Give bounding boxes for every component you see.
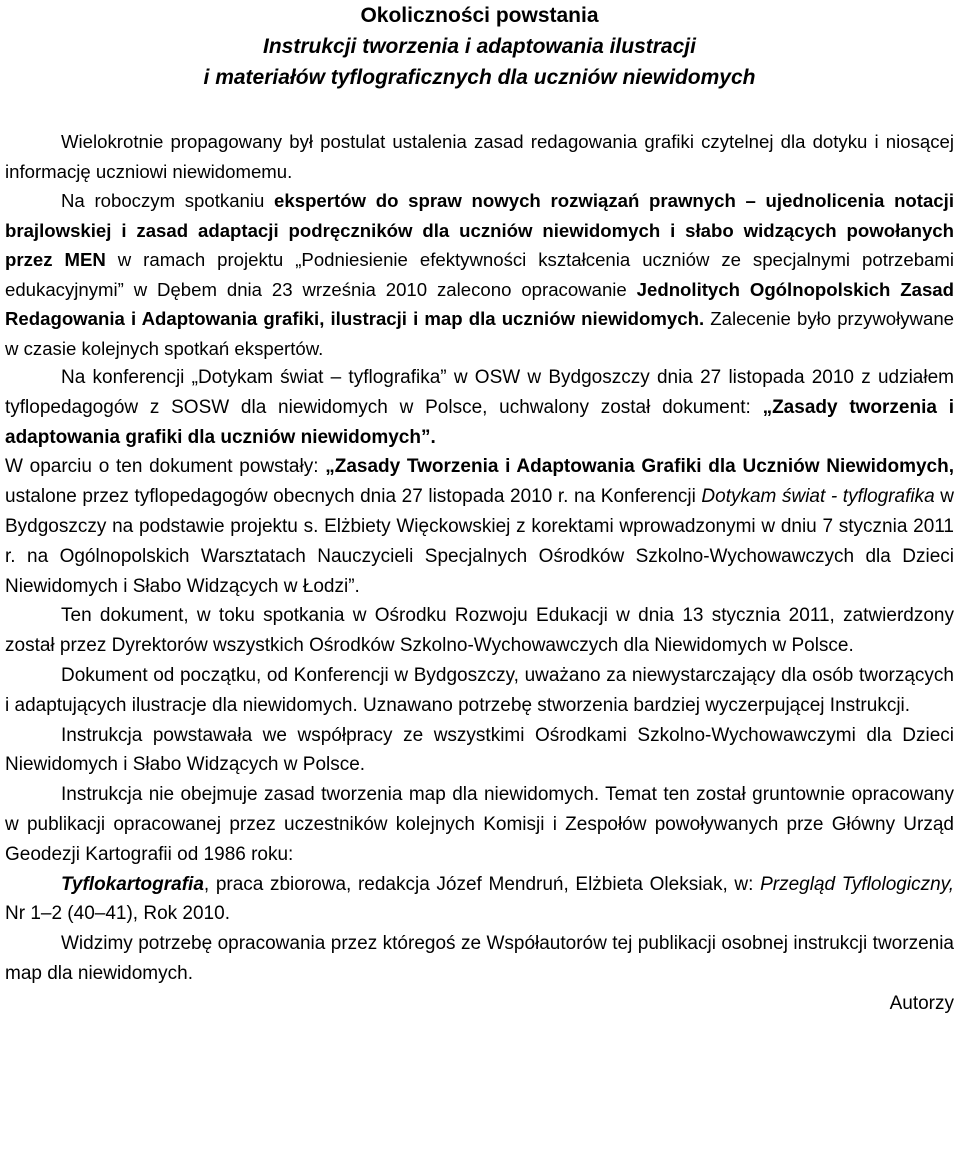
- title-line-2: Instrukcji tworzenia i adaptowania ilustracji: [263, 35, 696, 58]
- paragraph-1: Wielokrotnie propagowany był postulat ustalenia zasad redagowania grafiki czytelnej dla dotyku i niosącej informację uczniowi niewidomemu.: [5, 131, 954, 182]
- paragraph-9: [5, 870, 954, 930]
- signature: Autorzy: [889, 992, 954, 1014]
- p4-text-e: w Bydgoszczy na podstawie projektu s. Elżbiety Więckowskiej z korektami wprowadzonymi w dniu 7 stycznia 2011 r. na Ogólnopolskich Warsztatach Nauczycieli Specjalnych Ośrodków Szkolno-Wychowawczych dla Dzieci Niewidomych i Słabo Widzących w Łodzi”.: [5, 486, 954, 597]
- title-line-1: Okoliczności powstania: [360, 4, 599, 27]
- paragraph-4: [5, 452, 954, 601]
- p3-text-a: Na konferencji „Dotykam świat – tyflografika” w OSW w Bydgoszczy dnia 27 listopada 2010 z udziałem tyflopedagogów z SOSW dla niewidomych w Polsce, uchwalony został dokument:: [5, 367, 954, 418]
- p4-italic-conference: Dotykam świat - tyflografika: [701, 486, 935, 508]
- p9-text-d: Nr 1–2 (40–41), Rok 2010.: [5, 903, 230, 925]
- p2-text-e: Zalecenie było przywoływane w czasie kolejnych spotkań ekspertów.: [5, 308, 954, 359]
- p4-text-a: W oparciu o ten dokument powstały:: [5, 456, 326, 478]
- paragraph-6: Dokument od początku, od Konferencji w Bydgoszczy, uważano za niewystarczający dla osób tworzących i adaptujących ilustracje dla niewidomych. Uznawano potrzebę stworzenia bardziej wyczerpującej Instrukcji.: [5, 664, 954, 716]
- paragraph-7: Instrukcja powstawała we współpracy ze wszystkimi Ośrodkami Szkolno-Wychowawczymi dla Dzieci Niewidomych i Słabo Widzących w Polsce.: [5, 724, 954, 776]
- paragraph-10: Widzimy potrzebę opracowania przez któregoś ze Współautorów tej publikacji osobnej instrukcji tworzenia map dla niewidomych.: [5, 933, 954, 984]
- paragraph-3: [5, 363, 954, 452]
- p3-bold-document: „Zasady tworzenia i adaptowania grafiki dla uczniów niewidomych”.: [5, 396, 954, 448]
- p9-bold-italic-title: Tyflokartografia: [61, 873, 204, 895]
- p2-text-c: w ramach projektu „Podniesienie efektywności kształcenia uczniów ze specjalnymi potrzebami edukacyjnymi” w Dębem dnia 23 września 2010 zalecono opracowanie: [5, 249, 954, 300]
- paragraph-8: Instrukcja nie obejmuje zasad tworzenia map dla niewidomych. Temat ten został gruntownie opracowany w publikacji opracowanej przez uczestników kolejnych Komisji i Zespołów powoływanych prze Główny Urząd Geodezji Kartografii od 1986 roku:: [5, 784, 954, 865]
- document-body: [5, 127, 954, 989]
- p4-bold-rules: „Zasady Tworzenia i Adaptowania Grafiki dla Uczniów Niewidomych,: [325, 456, 955, 478]
- p9-italic-journal: Przegląd Tyflologiczny,: [760, 873, 955, 895]
- p2-bold-experts: ekspertów do spraw nowych rozwiązań prawnych – ujednolicenia notacji brajlowskiej i zasad adaptacji podręczników dla uczniów niewidomych i słabo widzących powołanych przez MEN: [5, 190, 954, 270]
- p2-bold-rules: Jednolitych Ogólnopolskich Zasad Redagowania i Adaptowania grafiki, ilustracji i map dla uczniów niewidomych.: [5, 278, 954, 329]
- p4-text-c: ustalone przez tyflopedagogów obecnych dnia 27 listopada 2010 r. na Konferencji: [5, 486, 702, 508]
- paragraph-2: [5, 186, 954, 363]
- p9-text-b: , praca zbiorowa, redakcja Józef Mendruń, Elżbieta Oleksiak, w:: [203, 873, 761, 895]
- p2-text-a: Na roboczym spotkaniu: [61, 190, 275, 211]
- document-title: [5, 0, 954, 93]
- title-line-3: i materiałów tyflograficznych dla uczniów niewidomych: [203, 66, 756, 89]
- paragraph-5: Ten dokument, w toku spotkania w Ośrodku Rozwoju Edukacji w dnia 13 stycznia 2011, zatwierdzony został przez Dyrektorów wszystkich Ośrodków Szkolno-Wychowawczych dla Niewidomych w Polsce.: [5, 605, 954, 657]
